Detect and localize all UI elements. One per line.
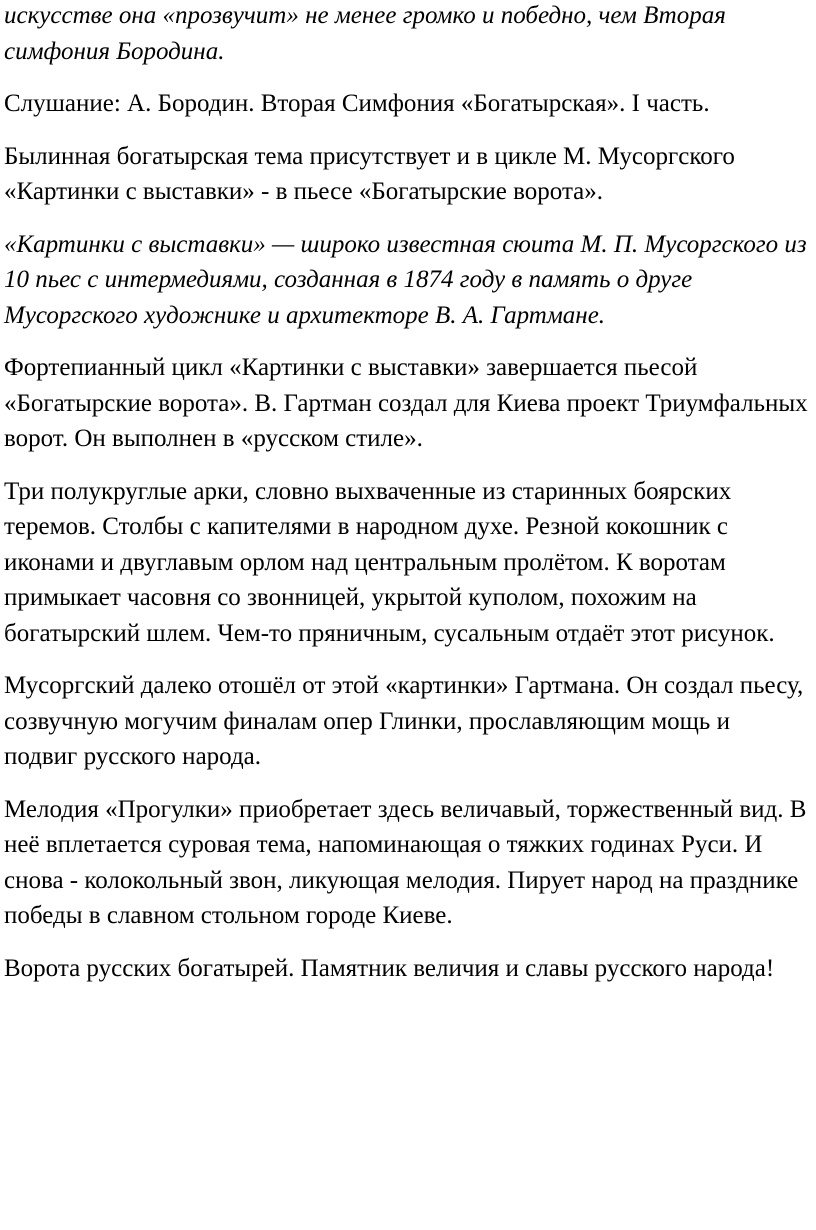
paragraph-pictures-note: «Картинки с выставки» — широко известная сюита М. П. Мусоргского из 10 пьес с интермедиями, созданная в 1874 году в память о друге Мусоргского художнике и архитекторе В. А. Гартмане. [4,230,807,329]
paragraph-borodin-intro: искусстве она «прозвучит» не менее громко и победно, чем Вторая симфония Бородина. [4,2,726,65]
paragraph-bylina-theme: Былинная богатырская тема присутствует и в цикле М. Мусоргского «Картинки с выставки» - в пьесе «Богатырские ворота». [4,142,735,205]
paragraph-promenade: Мелодия «Прогулки» приобретает здесь величавый, торжественный вид. В неё вплетается суровая тема, напоминающая о тяжких годинах Руси. И снова - колокольный звон, ликующая мелодия. Пирует народ на празднике победы в славном стольном городе Киеве. [4,795,807,929]
paragraph-mussorgsky: Мусоргский далеко отошёл от этой «картинки» Гартмана. Он создал пьесу, созвучную могучим финалам опер Глинки, прославляющим мощь и подвиг русского народа. [4,672,804,770]
paragraph-listening: Слушание: А. Бородин. Вторая Симфония «Богатырская». I часть. [4,90,710,117]
paragraph-arches: Три полукруглые арки, словно выхваченные из старинных боярских теремов. Столбы с капителями в народном духе. Резной кокошник с иконами и двуглавым орлом над центральным пролётом. К воротам примыкает часовня со звонницей, укрытой куполом, похожим на богатырский шлем. Чем-то пряничным, сусальным отдаёт этот рисунок. [4,477,775,647]
paragraph-piano-cycle: Фортепианный цикл «Картинки с выставки» завершается пьесой «Богатырские ворота». В. Гартман создал для Киева проект Триумфальных ворот. Он выполнен в «русском стиле». [4,354,808,452]
paragraph-gates: Ворота русских богатырей. Памятник величия и славы русского народа! [4,954,775,982]
document-page [4,0,808,1003]
